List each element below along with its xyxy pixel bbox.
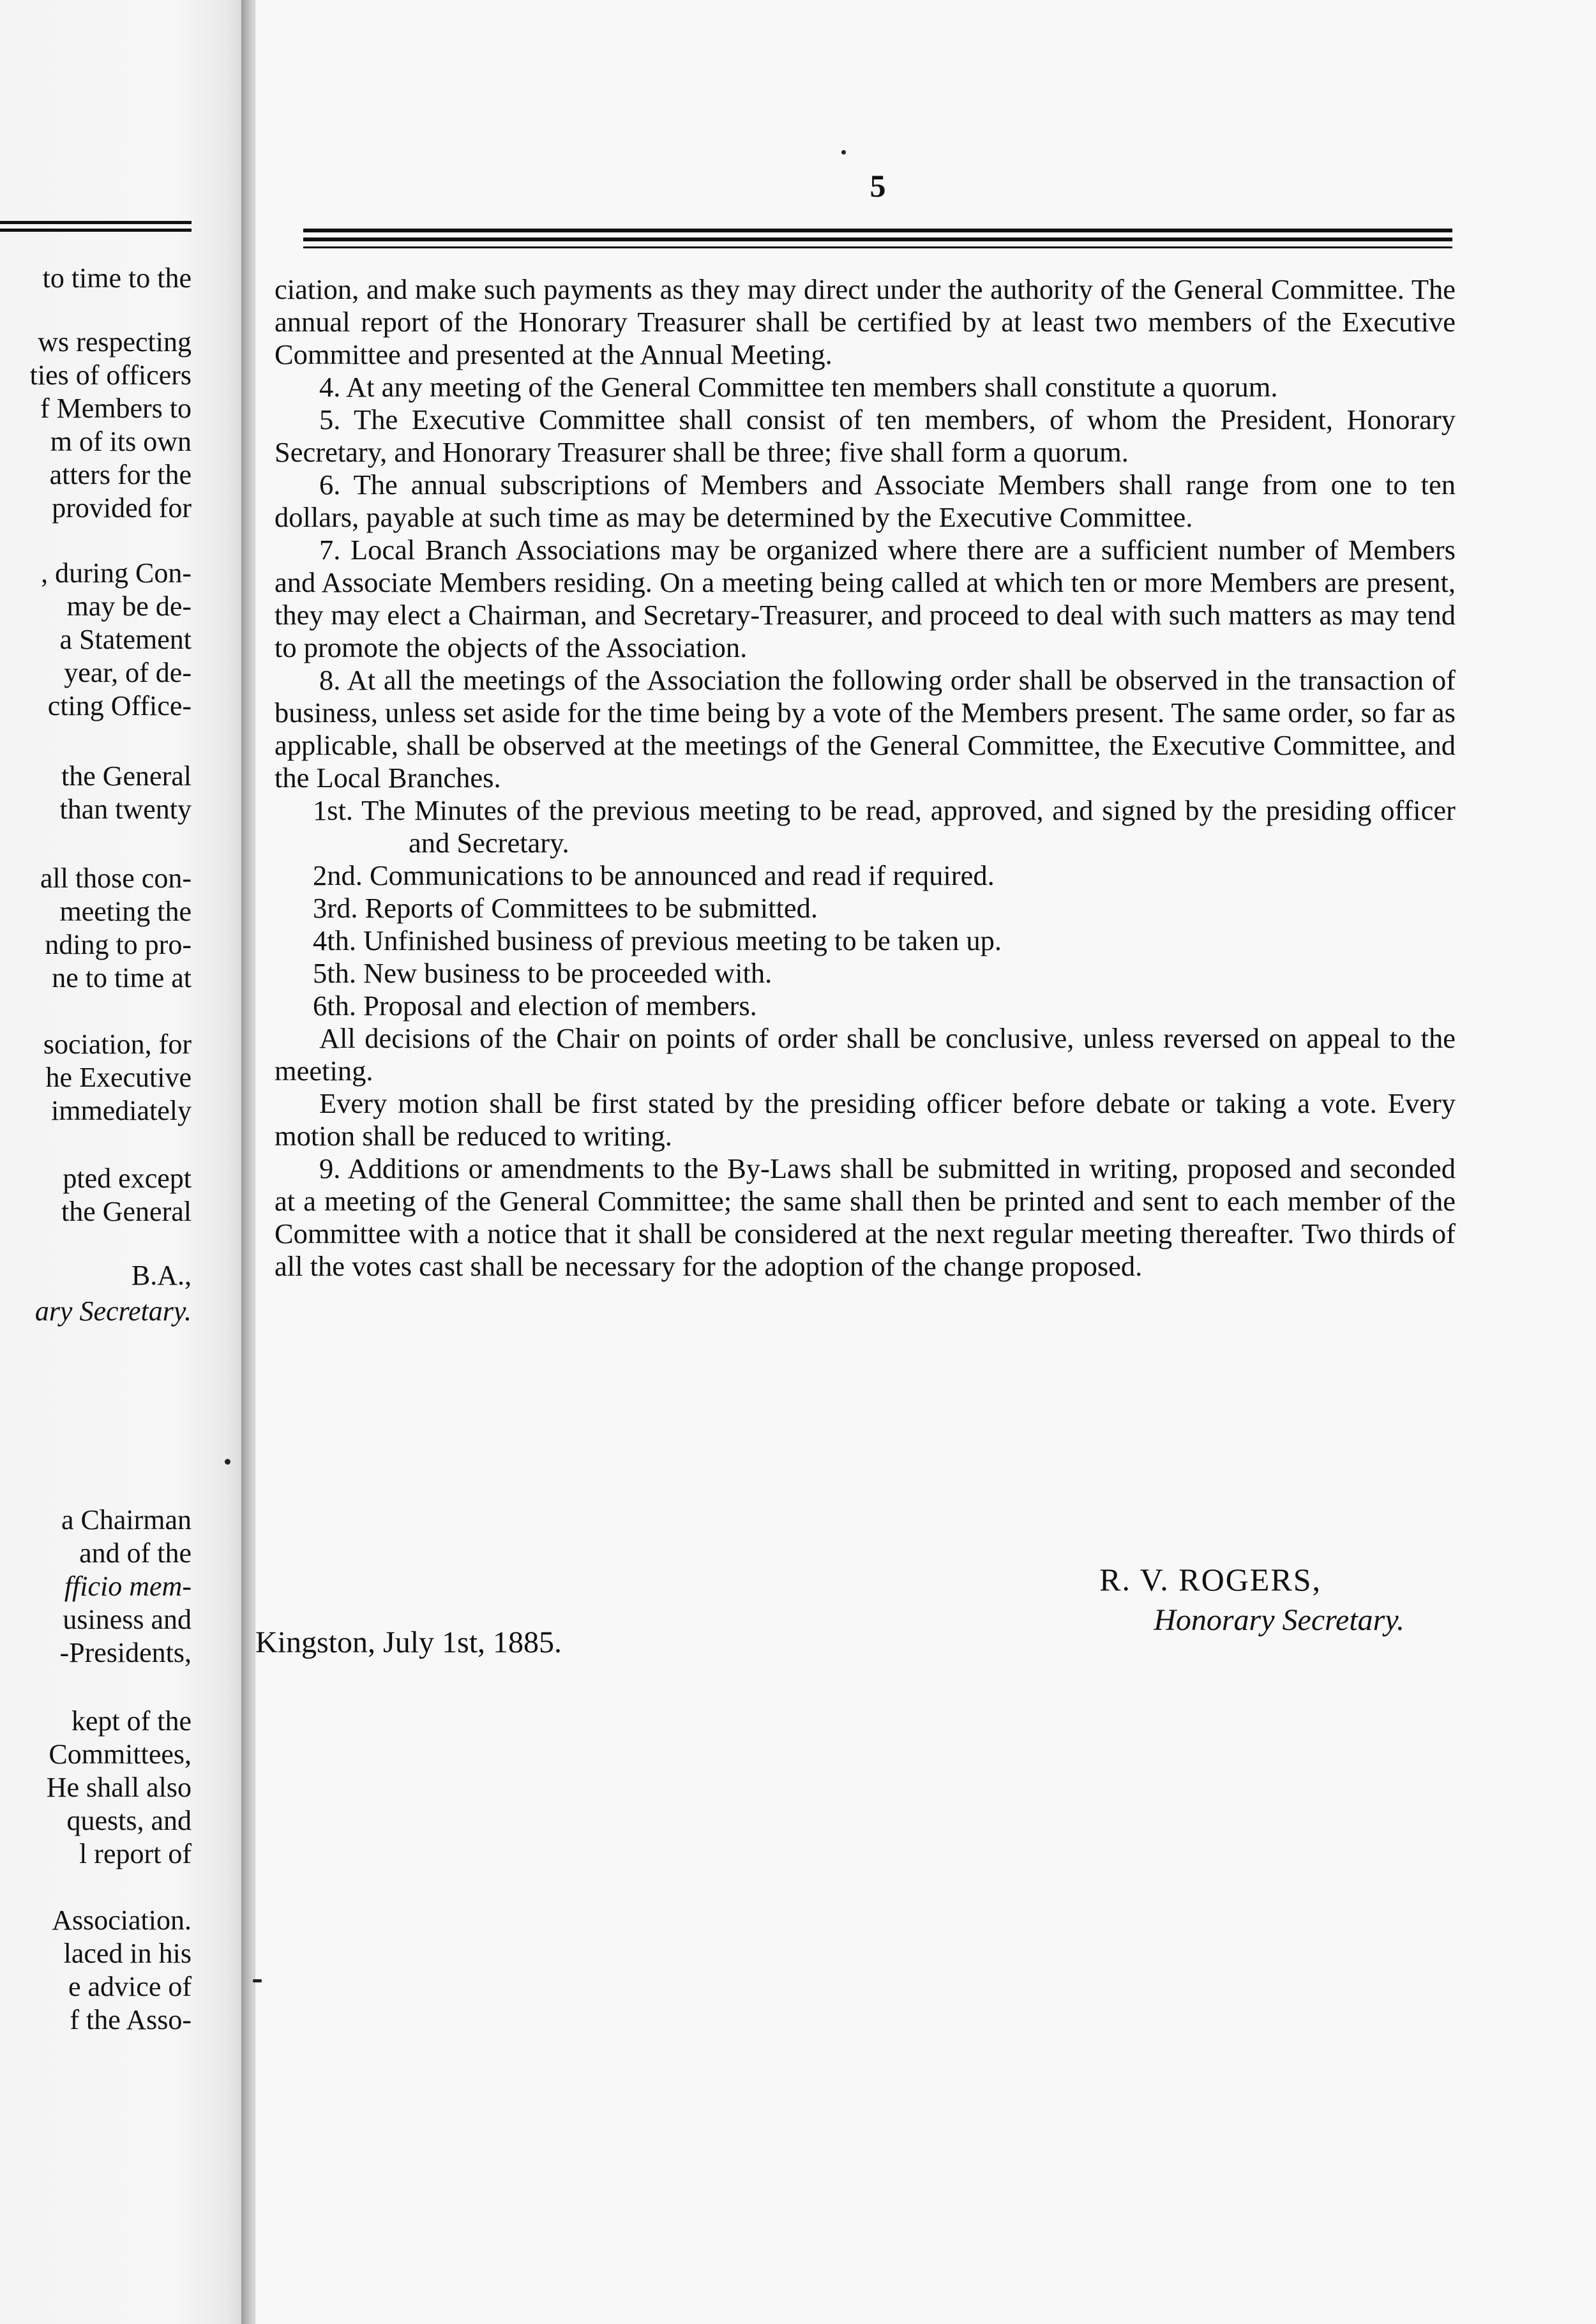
bylaws-body (275, 273, 1456, 1283)
place-and-date: Kingston, July 1st, 1885. (255, 1626, 562, 1659)
header-rule (303, 246, 1452, 248)
signatory-name: R. V. ROGERS, (1099, 1562, 1321, 1597)
left-text-line: fficio mem- (64, 1571, 192, 1602)
left-text-line: atters for the (49, 459, 192, 490)
order-item: 5th. New business to be proceeded with. (313, 957, 772, 989)
left-text-line: -Presidents, (59, 1637, 192, 1668)
order-item: 1st. The Minutes of the previous meeting to be read, approved, and signed by the presiding officer and Secretary. (313, 794, 1456, 859)
order-item: 2nd. Communications to be announced and read if required. (313, 859, 995, 891)
left-text-line: provided for (52, 492, 192, 524)
body-paragraph: 4. At any meeting of the General Committee ten members shall constitute a quorum. (319, 371, 1278, 403)
left-text-line: nding to pro- (45, 929, 192, 960)
left-text-line: sociation, for (43, 1029, 192, 1060)
page-number: 5 (870, 168, 886, 204)
left-text-line: f the Asso- (70, 2004, 192, 2035)
body-paragraph: 9. Additions or amendments to the By-Laws shall be submitted in writing, proposed and seconded at a meeting of the General Committee; the same shall then be printed and sent to each member of the Committee with a notice that it shall be considered at the next regular meeting thereafter. Two thirds of all the votes cast shall be necessary for the adoption of the change proposed. (275, 1152, 1456, 1282)
left-text-line: the General (61, 760, 192, 792)
left-text-line: l report of (79, 1838, 192, 1869)
left-text-line: he Executive (45, 1062, 192, 1093)
order-of-business-list (275, 794, 1456, 1022)
left-text-line: quests, and (66, 1805, 192, 1836)
left-text-line: may be de- (66, 591, 192, 622)
left-text-line: kept of the (71, 1705, 192, 1737)
left-page-fragment (0, 0, 252, 2324)
left-text-line: pted except (63, 1163, 192, 1194)
left-text-line: laced in his (63, 1938, 192, 1969)
header-rule (303, 238, 1452, 241)
left-text-line: the General (61, 1196, 192, 1227)
left-text-line: Committees, (49, 1739, 192, 1770)
body-paragraph: 5. The Executive Committee shall consist of ten members, of whom the President, Honorary Secretary, and Honorary Treasurer shall be three; five shall form a quorum. (275, 404, 1456, 468)
header-rule (303, 229, 1452, 232)
left-header-rule (0, 221, 192, 224)
left-text-line: a Chairman (61, 1504, 192, 1535)
body-paragraph: 6. The annual subscriptions of Members and Associate Members shall range from one to ten dollars, payable at such time as may be determined by the Executive Committee. (275, 469, 1456, 533)
body-paragraph: ciation, and make such payments as they may direct under the authority of the General Committee. The annual report of the Honorary Treasurer shall be certified by at least two members of the Executive Committee and presented at the Annual Meeting. (275, 273, 1456, 370)
left-text-line: a Statement (59, 624, 192, 655)
left-text-line: cting Office- (47, 690, 192, 721)
left-text-line: He shall also (46, 1772, 192, 1803)
left-text-line: all those con- (40, 863, 192, 894)
left-text-line: ne to time at (52, 962, 192, 993)
left-text-line: m of its own (50, 426, 192, 457)
print-speck (253, 1979, 262, 1982)
body-paragraph: Every motion shall be first stated by the presiding officer before debate or taking a vote. Every motion shall be reduced to writing. (275, 1087, 1456, 1152)
left-text-line: than twenty (59, 794, 192, 825)
left-text-line: ties of officers (29, 359, 192, 391)
left-text-line: , during Con- (41, 557, 192, 589)
left-text-line: and of the (79, 1537, 192, 1569)
left-text-line: year, of de- (64, 657, 192, 688)
left-text-line: ary Secretary. (34, 1295, 192, 1327)
left-header-rule (0, 229, 192, 232)
order-item: 3rd. Reports of Committees to be submitted. (313, 892, 818, 924)
left-text-line: e advice of (68, 1971, 192, 2002)
left-text-line: to time to the (42, 262, 192, 294)
left-text-line: meeting the (59, 896, 192, 927)
left-text-line: B.A., (131, 1260, 192, 1291)
body-paragraph: 7. Local Branch Associations may be organized where there are a sufficient number of Members and Associate Members residing. On a meeting being called at which ten or more Members are present, they may elect a Chairman, and Secretary-Treasurer, and proceed to deal with such matters as may tend to promote the objects of the Association. (275, 534, 1456, 663)
order-item: 6th. Proposal and election of members. (313, 990, 757, 1022)
body-paragraph: All decisions of the Chair on points of order shall be conclusive, unless reversed on appeal to the meeting. (275, 1022, 1456, 1087)
left-text-line: f Members to (40, 393, 192, 424)
print-speck (225, 1459, 230, 1465)
body-paragraph: 8. At all the meetings of the Association the following order shall be observed in the transaction of business, unless set aside for the time being by a vote of the Members present. The same order, so far as applicable, shall be observed at the meetings of the General Committee, the Executive Committee, and the Local Branches. (275, 664, 1456, 794)
left-text-line: usiness and (63, 1604, 192, 1635)
order-item: 4th. Unfinished business of previous meeting to be taken up. (313, 924, 1002, 956)
left-text-line: Association. (52, 1905, 192, 1936)
left-text-line: ws respecting (38, 326, 192, 358)
signatory-title: Honorary Secretary. (1154, 1603, 1404, 1637)
left-text-line: immediately (51, 1095, 192, 1126)
print-speck (841, 150, 846, 155)
